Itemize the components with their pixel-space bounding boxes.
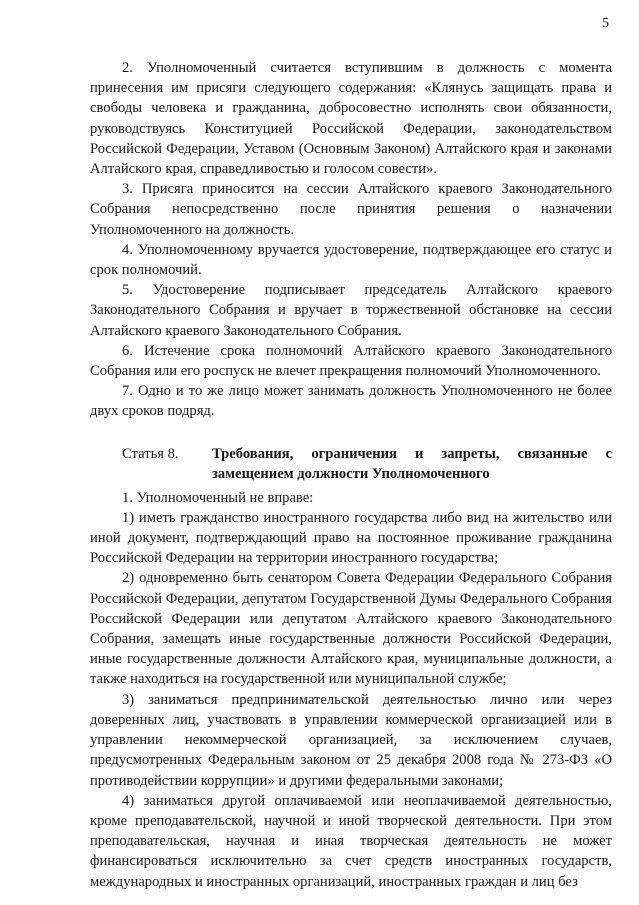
- paragraph-certificate-signing: 5. Удостоверение подписывает председатель Алтайского краевого Законодательного Собрания и вручает в торжественной обстановке на сессии Алтайского краевого Законодательного Собрания.: [90, 282, 612, 339]
- paragraph-oath-session: 3. Присяга приносится на сессии Алтайского краевого Законодательного Собрания непосредственно после принятия решения о назначении Уполномоченного на должность.: [90, 181, 612, 238]
- paragraph-restriction-business: 3) заниматься предпринимательской деятельностью лично или через доверенных лиц, участвовать в управлении коммерческой организацией или в управлении некоммерческой организацией, за исключением случаев, предусмотренных Федеральным законом от 25 декабря 2008 года № 273-ФЗ «О противодействии коррупции» и другими федеральными законами;: [90, 691, 612, 789]
- paragraph-oath: 2. Уполномоченный считается вступившим в должность с момента принесения им присяги следующего содержания: «Клянусь защищать права и свободы человека и гражданина, добросовестно исполнять свои обязанности, руководствуясь Конституцией Российской Федерации, законодательством Российской Федерации, Уставом (Основным Законом) Алтайского края и законами Алтайского края, справедливостью и голосом совести».: [90, 60, 612, 178]
- paragraph-restriction-citizenship: 1) иметь гражданство иностранного государства либо вид на жительство или иной документ, подтверждающий право на постоянное проживание гражданина Российской Федерации на территории иностранного государства;: [90, 509, 612, 567]
- page-number: 5: [602, 16, 609, 31]
- document-body: [90, 58, 612, 892]
- paragraph-certificate: 4. Уполномоченному вручается удостоверение, подтверждающее его статус и срок полномочий.: [90, 241, 612, 279]
- article-heading: [90, 444, 612, 484]
- paragraph-restrictions-intro: 1. Уполномоченный не вправе:: [122, 489, 314, 506]
- article-title: Требования, ограничения и запреты, связанные с замещением должности Уполномоченного: [212, 445, 612, 482]
- paragraph-restriction-offices: 2) одновременно быть сенатором Совета Федерации Федерального Собрания Российской Федерации, депутатом Государственной Думы Федерального Собрания Российской Федерации или депутатом Алтайского краевого Законодательного Собрания, замещать иные государственные должности Российской Федерации, иные государственные должности Алтайского края, муниципальные должности, а также находиться на государственной или муниципальной службе;: [90, 570, 612, 688]
- article-number: Статья 8.: [122, 445, 179, 462]
- paragraph-term-limit: 7. Одно и то же лицо может занимать должность Уполномоченного не более двух сроков подряд.: [90, 383, 612, 420]
- paragraph-term-expiry: 6. Истечение срока полномочий Алтайского краевого Законодательного Собрания или его роспуск не влечет прекращения полномочий Уполномоченного.: [90, 342, 612, 380]
- paragraph-restriction-other-activity: 4) заниматься другой оплачиваемой или неоплачиваемой деятельностью, кроме преподавательской, научной и иной творческой деятельности. При этом преподавательская, научная и иная творческая деятельность не может финансироваться исключительно за счет средств иностранных государств, международных и иностранных организаций, иностранных граждан и лиц без: [90, 792, 612, 890]
